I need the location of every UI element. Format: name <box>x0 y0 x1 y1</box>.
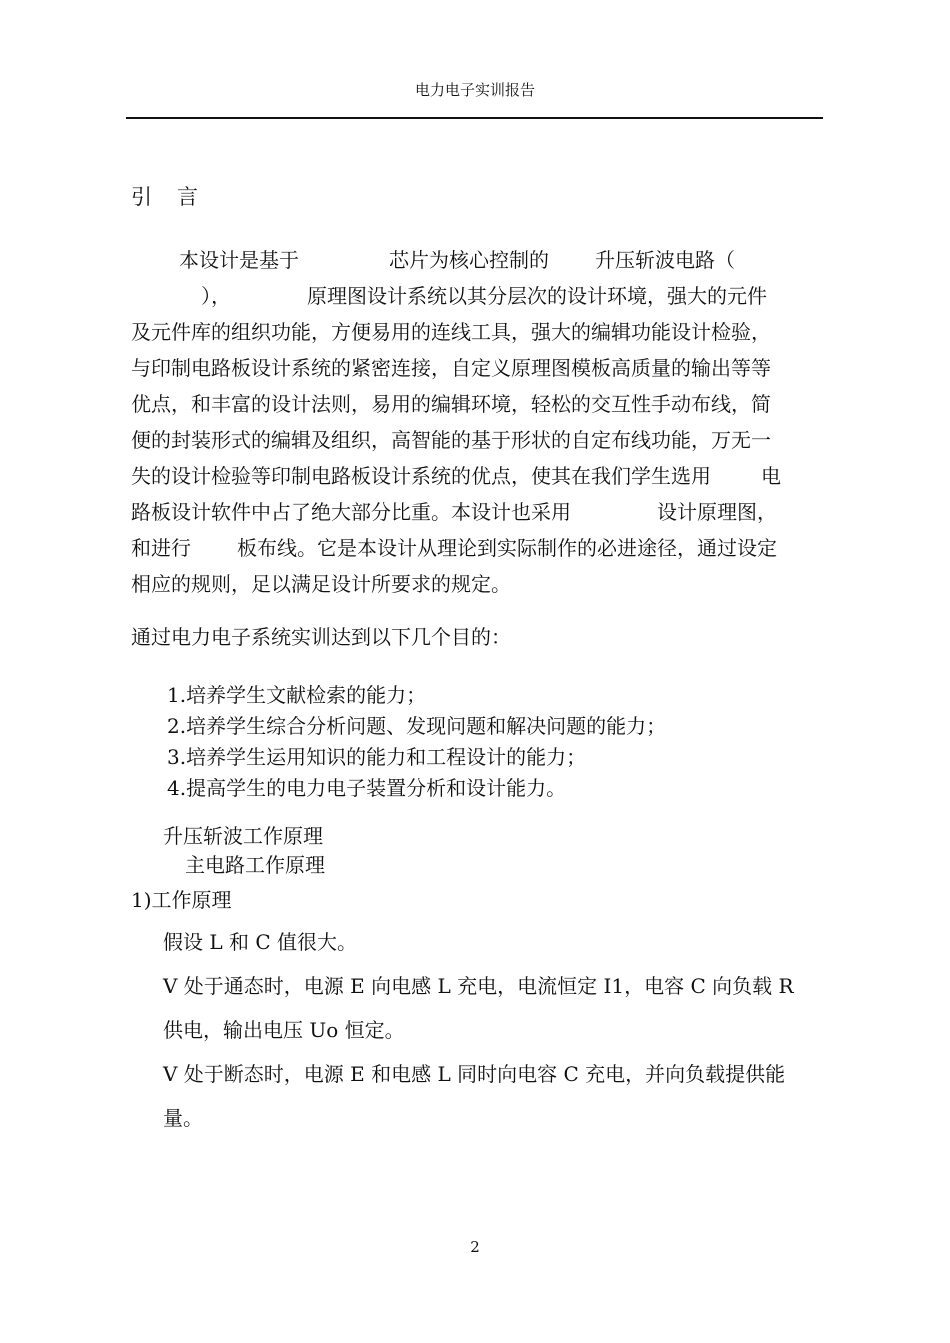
text-line: 量。 <box>163 1106 203 1130</box>
goals-list <box>167 680 666 804</box>
text-line <box>131 278 823 314</box>
running-header: 电力电子实训报告 <box>414 81 535 99</box>
list-item: 2.培养学生综合分析问题、发现问题和解决问题的能力； <box>167 714 667 738</box>
text-run: 和进行 <box>131 536 191 560</box>
section-heading <box>131 183 199 211</box>
text-run: 失的设计检验等印制电路板设计系统的优点，使其在我们学生选用 <box>131 464 711 488</box>
intro-paragraph <box>131 242 823 602</box>
subsection-title: 升压斩波工作原理 <box>163 824 323 848</box>
principle-paragraphs <box>163 920 823 1140</box>
text-run: 芯片为核心控制的 <box>389 248 549 272</box>
section-heading-char-2: 言 <box>177 185 199 209</box>
header-divider <box>126 117 823 119</box>
text-run: 路板设计软件中占了绝大部分比重。本设计也采用 <box>131 500 571 524</box>
text-run: 电 <box>761 464 781 488</box>
text-line <box>131 494 823 530</box>
text-line: 及元件库的组织功能，方便易用的连线工具，强大的编辑功能设计检验， <box>131 320 771 344</box>
text-run: 板布线。它是本设计从理论到实际制作的必进途径，通过设定 <box>237 536 777 560</box>
text-line: 假设 L 和 C 值很大。 <box>163 930 358 954</box>
goals-heading: 通过电力电子系统实训达到以下几个目的： <box>131 625 511 649</box>
text-run: ）， <box>201 284 231 308</box>
page-number: 2 <box>470 1238 480 1256</box>
list-item: 4.提高学生的电力电子装置分析和设计能力。 <box>167 776 567 800</box>
text-line <box>131 458 823 494</box>
text-line: V 处于通态时，电源 E 向电感 L 充电，电流恒定 I1，电容 C 向负载 R <box>163 974 794 998</box>
section-heading-char-1: 引 <box>131 185 153 209</box>
text-line <box>131 242 823 278</box>
text-line: 相应的规则，足以满足设计所要求的规定。 <box>131 572 511 596</box>
text-line <box>131 530 823 566</box>
text-line: 优点，和丰富的设计法则，易用的编辑环境，轻松的交互性手动布线，简 <box>131 392 771 416</box>
text-line: 便的封装形式的编辑及组织，高智能的基于形状的自定布线功能，万无一 <box>131 428 771 452</box>
text-run: 本设计是基于 <box>179 248 299 272</box>
text-line: 与印制电路板设计系统的紧密连接，自定义原理图模板高质量的输出等等 <box>131 356 771 380</box>
list-item: 3.培养学生运用知识的能力和工程设计的能力； <box>167 745 587 769</box>
text-line: 供电，输出电压 Uo 恒定。 <box>163 1018 405 1042</box>
text-run: 升压斩波电路（ <box>595 248 735 272</box>
subsection-subtitle: 主电路工作原理 <box>185 853 325 877</box>
text-line: V 处于断态时，电源 E 和电感 L 同时向电容 C 充电，并向负载提供能 <box>163 1062 786 1086</box>
text-run: 设计原理图， <box>657 500 777 524</box>
text-run: 原理图设计系统以其分层次的设计环境，强大的元件 <box>307 284 767 308</box>
subsection-item: 1)工作原理 <box>131 888 232 912</box>
list-item: 1.培养学生文献检索的能力； <box>167 683 427 707</box>
